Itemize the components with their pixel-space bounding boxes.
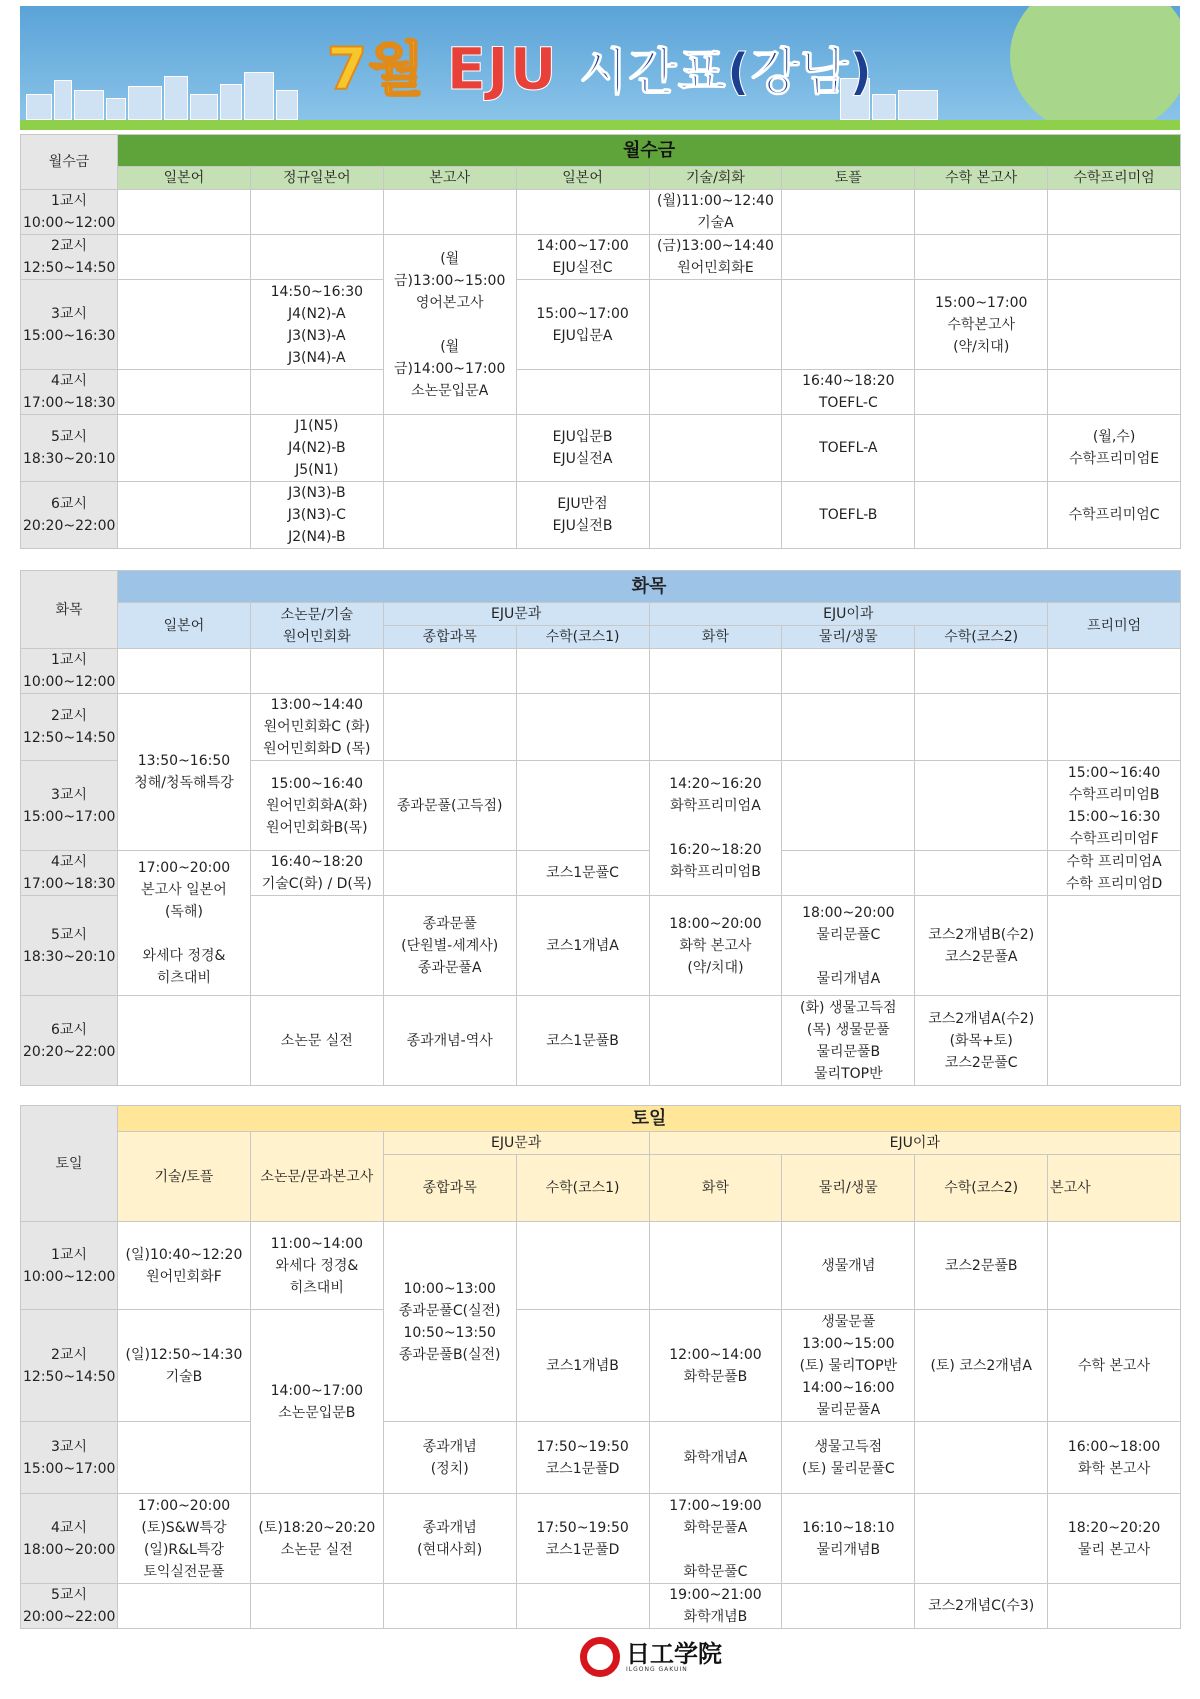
header-banner (20, 6, 1180, 130)
period-label: 1교시 10:00~12:00 (21, 649, 118, 694)
column-header: 화학 (649, 1155, 782, 1222)
schedule-cell: 생물고득점 (토) 물리문풀C (782, 1422, 915, 1494)
schedule-table-tue-thu (20, 570, 1181, 1086)
column-header: 수학프리미엄 (1048, 167, 1181, 190)
period-label: 3교시 15:00~16:30 (21, 280, 118, 370)
schedule-cell: 수학 본고사 (1048, 1310, 1181, 1422)
schedule-cell: 17:50~19:50 코스1문풀D (516, 1494, 649, 1584)
column-header: 수학 본고사 (915, 167, 1048, 190)
column-header: 수학(코스2) (915, 626, 1048, 649)
schedule-cell: EJU입문B EJU실전A (516, 415, 649, 482)
schedule-cell: 생물개념 (782, 1222, 915, 1310)
schedule-cell: 18:20~20:20 물리 본고사 (1048, 1494, 1181, 1584)
schedule-cell: 종과개념-역사 (383, 996, 516, 1086)
schedule-cell: 종과개념 (현대사회) (383, 1494, 516, 1584)
schedule-cell: (월금)13:00~15:00 영어본고사 (월금)14:00~17:00 소논문입문A (383, 235, 516, 415)
column-header: 토플 (782, 167, 915, 190)
schedule-cell: 17:00~20:00 (토)S&W특강 (일)R&L특강 토익실전문풀 (118, 1494, 251, 1584)
period-label: 3교시 15:00~17:00 (21, 761, 118, 851)
schedule-cell: (일)10:40~12:20 원어민회화F (118, 1222, 251, 1310)
period-label: 4교시 17:00~18:30 (21, 851, 118, 896)
column-group-header: EJU문과 (383, 603, 649, 626)
schedule-cell: 10:00~13:00 종과문풀C(실전) 10:50~13:50 종과문풀B(실전) (383, 1222, 516, 1422)
schedule-cell: (토) 코스2개념A (915, 1310, 1048, 1422)
table-title: 화목 (118, 571, 1181, 603)
period-label: 3교시 15:00~17:00 (21, 1422, 118, 1494)
schedule-cell: 18:00~20:00 화학 본고사 (약/치대) (649, 896, 782, 996)
column-header: 기술/회화 (649, 167, 782, 190)
column-header: 일본어 (118, 167, 251, 190)
schedule-cell: 16:10~18:10 물리개념B (782, 1494, 915, 1584)
column-header: 프리미엄 (1048, 603, 1181, 649)
column-header: 물리/생물 (782, 1155, 915, 1222)
title-rest: 시간표(강남) (578, 43, 874, 101)
schedule-cell: 수학프리미엄C (1048, 482, 1181, 549)
period-label: 5교시 18:30~20:10 (21, 415, 118, 482)
schedule-cell: 코스1문풀B (516, 996, 649, 1086)
schedule-cell: 생물문풀 13:00~15:00 (토) 물리TOP반 14:00~16:00 물리문풀A (782, 1310, 915, 1422)
schedule-cell: J3(N3)-B J3(N3)-C J2(N4)-B (250, 482, 383, 549)
schedule-cell: 17:50~19:50 코스1문풀D (516, 1422, 649, 1494)
column-group-header: EJU문과 (383, 1132, 649, 1155)
schedule-cell: (월,수) 수학프리미엄E (1048, 415, 1181, 482)
column-group-header: EJU이과 (649, 1132, 1181, 1155)
schedule-cell: 종과개념 (정치) (383, 1422, 516, 1494)
schedule-cell: 종과문풀(고득점) (383, 761, 516, 851)
table-side-label: 월수금 (21, 135, 118, 190)
schedule-cell: 15:00~17:00 수학본고사 (약/치대) (915, 280, 1048, 370)
column-header: 화학 (649, 626, 782, 649)
title-month: 7월 (326, 35, 426, 103)
schedule-cell: 코스2개념B(수2) 코스2문풀A (915, 896, 1048, 996)
column-header: 수학(코스1) (516, 1155, 649, 1222)
schedule-cell: 19:00~21:00 화학개념B (649, 1584, 782, 1629)
logo-name: 日工学院 (626, 1639, 722, 1668)
schedule-cell: (금)13:00~14:40 원어민회화E (649, 235, 782, 280)
schedule-cell: 16:40~18:20 TOEFL-C (782, 370, 915, 415)
schedule-cell: (일)12:50~14:30 기술B (118, 1310, 251, 1422)
schedule-cell: 16:00~18:00 화학 본고사 (1048, 1422, 1181, 1494)
column-group-header: EJU이과 (649, 603, 1048, 626)
column-header: 본고사 (1048, 1155, 1181, 1222)
table-title: 월수금 (118, 135, 1181, 167)
column-header: 소논문/기술 원어민회화 (250, 603, 383, 649)
period-label: 1교시 10:00~12:00 (21, 190, 118, 235)
table-side-label: 화목 (21, 571, 118, 649)
column-header: 일본어 (516, 167, 649, 190)
period-label: 5교시 18:30~20:10 (21, 896, 118, 996)
schedule-cell: 17:00~19:00 화학문풀A 화학문풀C (649, 1494, 782, 1584)
schedule-cell: (토)18:20~20:20 소논문 실전 (250, 1494, 383, 1584)
schedule-cell: J1(N5) J4(N2)-B J5(N1) (250, 415, 383, 482)
column-header: 수학(코스2) (915, 1155, 1048, 1222)
schedule-cell: TOEFL-B (782, 482, 915, 549)
schedule-cell: 14:00~17:00 소논문입문B (250, 1310, 383, 1494)
schedule-cell: TOEFL-A (782, 415, 915, 482)
school-logo (580, 1637, 722, 1677)
schedule-cell: 코스2개념C(수3) (915, 1584, 1048, 1629)
schedule-cell: 12:00~14:00 화학문풀B (649, 1310, 782, 1422)
period-label: 2교시 12:50~14:50 (21, 1310, 118, 1422)
schedule-cell: 15:00~17:00 EJU입문A (516, 280, 649, 370)
schedule-table-sat-sun (20, 1105, 1181, 1629)
schedule-cell: 13:00~14:40 원어민회화C (화) 원어민회화D (목) (250, 694, 383, 761)
schedule-cell: 수학 프리미엄A 수학 프리미엄D (1048, 851, 1181, 896)
table-title: 토일 (118, 1106, 1181, 1132)
period-label: 1교시 10:00~12:00 (21, 1222, 118, 1310)
column-header: 기술/토플 (118, 1132, 251, 1222)
schedule-cell: (화) 생물고득점 (목) 생물문풀 물리문풀B 물리TOP반 (782, 996, 915, 1086)
schedule-cell: 코스1문풀C (516, 851, 649, 896)
ground-strip (20, 120, 1180, 130)
table-side-label: 토일 (21, 1106, 118, 1222)
schedule-table-mon-wed-fri (20, 134, 1181, 549)
column-header: 종합과목 (383, 626, 516, 649)
schedule-cell: 코스1개념A (516, 896, 649, 996)
period-label: 2교시 12:50~14:50 (21, 235, 118, 280)
schedule-cell: 11:00~14:00 와세다 정경& 히츠대비 (250, 1222, 383, 1310)
schedule-cell: 소논문 실전 (250, 996, 383, 1086)
schedule-cell: 코스1개념B (516, 1310, 649, 1422)
period-label: 5교시 20:00~22:00 (21, 1584, 118, 1629)
schedule-cell: 18:00~20:00 물리문풀C 물리개념A (782, 896, 915, 996)
schedule-cell: 14:00~17:00 EJU실전C (516, 235, 649, 280)
schedule-cell: 15:00~16:40 수학프리미엄B 15:00~16:30 수학프리미엄F (1048, 761, 1181, 851)
page-title (20, 22, 1180, 106)
period-label: 4교시 17:00~18:30 (21, 370, 118, 415)
logo-subtitle: ILGONG GAKUIN (626, 1665, 688, 1673)
schedule-cell: 14:50~16:30 J4(N2)-A J3(N3)-A J3(N4)-A (250, 280, 383, 370)
schedule-cell: 종과문풀 (단원별-세계사) 종과문풀A (383, 896, 516, 996)
schedule-cell: (월)11:00~12:40 기술A (649, 190, 782, 235)
period-label: 6교시 20:20~22:00 (21, 996, 118, 1086)
period-label: 6교시 20:20~22:00 (21, 482, 118, 549)
schedule-cell: 코스2문풀B (915, 1222, 1048, 1310)
schedule-cell: EJU만점 EJU실전B (516, 482, 649, 549)
column-header: 정규일본어 (250, 167, 383, 190)
schedule-cell: 코스2개념A(수2) (화목+토) 코스2문풀C (915, 996, 1048, 1086)
schedule-cell: 화학개념A (649, 1422, 782, 1494)
column-header: 종합과목 (383, 1155, 516, 1222)
column-header: 일본어 (118, 603, 251, 649)
schedule-cell: 17:00~20:00 본고사 일본어 (독해) 와세다 정경& 히츠대비 (118, 851, 251, 996)
column-header: 수학(코스1) (516, 626, 649, 649)
schedule-cell: 15:00~16:40 원어민회화A(화) 원어민회화B(목) (250, 761, 383, 851)
period-label: 2교시 12:50~14:50 (21, 694, 118, 761)
column-header: 물리/생물 (782, 626, 915, 649)
title-exam: EJU (446, 35, 558, 103)
logo-circle-icon (580, 1637, 620, 1677)
column-header: 소논문/문과본고사 (250, 1132, 383, 1222)
schedule-cell: 13:50~16:50 청해/청독해특강 (118, 694, 251, 851)
schedule-cell: 14:20~16:20 화학프리미엄A 16:20~18:20 화학프리미엄B (649, 761, 782, 896)
schedule-cell: 16:40~18:20 기술C(화) / D(목) (250, 851, 383, 896)
column-header: 본고사 (383, 167, 516, 190)
period-label: 4교시 18:00~20:00 (21, 1494, 118, 1584)
